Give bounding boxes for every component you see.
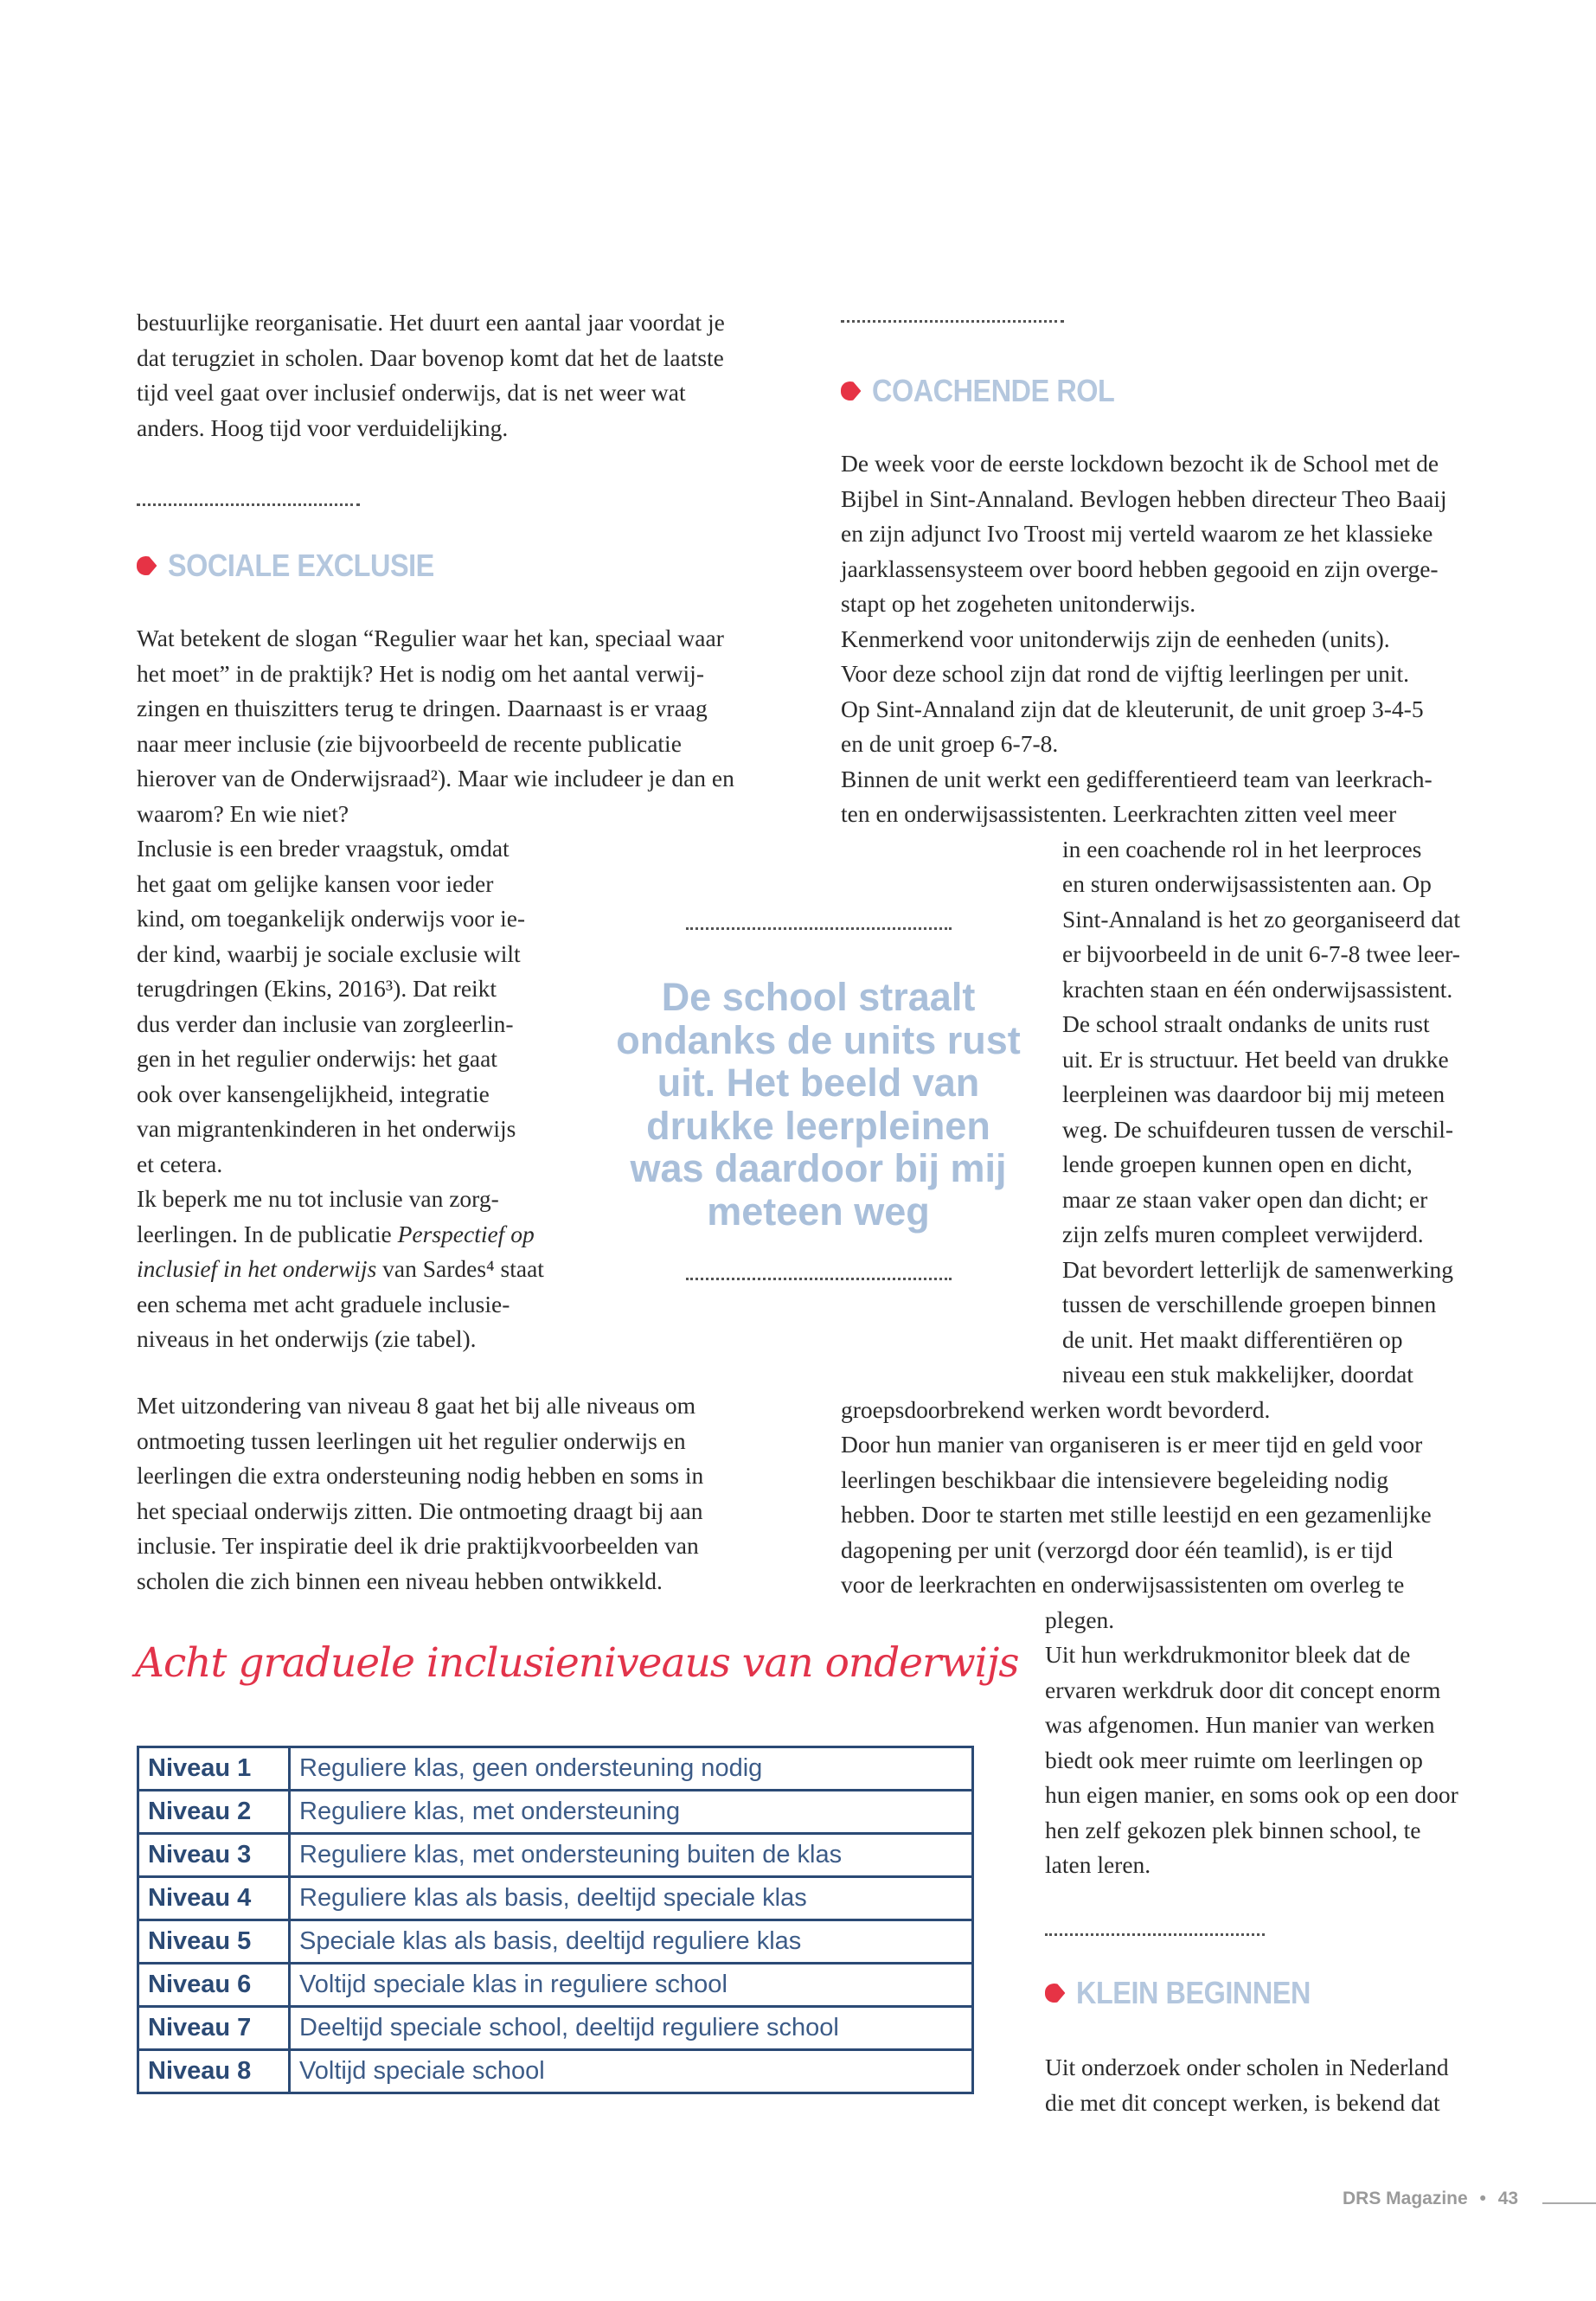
divider	[1045, 1933, 1265, 1936]
text-line: anders. Hoog tijd voor verduidelijking.	[137, 413, 509, 441]
level-cell: Niveau 1	[138, 1747, 290, 1791]
klein-beginnen-body	[1045, 2050, 1449, 2120]
text-segment: ten en onderwijsassistenten. Leerkrachten zitten veel meer	[841, 800, 1397, 827]
text-segment: biedt ook meer ruimte om leerlingen op	[1045, 1746, 1423, 1773]
level-cell: Niveau 4	[138, 1877, 290, 1920]
text-line	[841, 937, 1460, 972]
text-line: bestuurlijke reorganisatie. Het duurt een aantal jaar voordat je	[137, 309, 725, 336]
text-segment: waarom? En wie niet?	[137, 799, 349, 827]
text-segment: zijn zelfs muren compleet verwijderd.	[1062, 1221, 1424, 1247]
description-cell: Reguliere klas als basis, deeltijd speciale klas	[290, 1877, 973, 1920]
description-cell: Reguliere klas, met ondersteuning buiten de klas	[290, 1834, 973, 1877]
text-segment: niveau een stuk makkelijker, doordat	[1062, 1361, 1413, 1388]
text-segment: lende groepen kunnen open en dicht,	[1062, 1150, 1413, 1177]
text-segment: Door hun manier van organiseren is er meer tijd en geld voor	[841, 1431, 1423, 1458]
section-heading-klein-beginnen	[1045, 1975, 1311, 2011]
text-segment: dagopening per unit (verzorgd door één teamlid), is er tijd	[841, 1535, 1393, 1563]
after-paragraph	[137, 1388, 703, 1599]
description-cell: Voltijd speciale school	[290, 2050, 973, 2093]
text-segment: plegen.	[1045, 1606, 1115, 1633]
text-line	[841, 1813, 1460, 1849]
text-segment: tussen de verschillende groepen binnen	[1062, 1291, 1437, 1317]
text-segment: van Sardes⁴ staat	[376, 1255, 544, 1282]
text-segment: leerlingen beschikbaar die intensievere begeleiding nodig	[841, 1465, 1389, 1493]
text-line	[841, 1112, 1460, 1148]
description-cell: Speciale klas als basis, deeltijd reguliere klas	[290, 1920, 973, 1964]
text-line	[137, 901, 708, 937]
text-line	[841, 1393, 1460, 1428]
magazine-name: DRS Magazine	[1343, 2189, 1468, 2208]
text-segment: voor de leerkrachten en onderwijsassistenten om overleg te	[841, 1571, 1405, 1598]
text-segment: hebben. Door te starten met stille leestijd en een gezamenlijke	[841, 1501, 1432, 1528]
text-segment: terugdringen (Ekins, 2016³). Dat reikt	[137, 975, 497, 1002]
text-line	[137, 621, 734, 657]
text-line	[841, 1567, 1460, 1603]
text-line	[841, 586, 1460, 622]
text-segment: niveaus in het onderwijs (zie tabel).	[137, 1325, 477, 1352]
level-cell: Niveau 8	[138, 2050, 290, 2093]
text-segment: krachten staan en één onderwijsassistent.	[1062, 975, 1453, 1003]
text-segment: hierover van de Onderwijsraad²). Maar wie includeer je dan en	[137, 765, 734, 792]
text-line	[841, 516, 1460, 552]
text-line	[841, 1708, 1460, 1743]
text-line	[137, 1252, 708, 1287]
text-line	[841, 692, 1460, 727]
text-segment: er bijvoorbeeld in de unit 6-7-8 twee leer-	[1062, 940, 1460, 967]
text-segment: maar ze staan vaker open dan dicht; er	[1062, 1185, 1428, 1213]
text-segment: Op Sint-Annaland zijn dat de kleuterunit, de unit groep 3-4-5	[841, 695, 1424, 722]
text-line	[137, 727, 734, 762]
text-segment: het gaat om gelijke kansen voor ieder	[137, 869, 494, 897]
text-line	[841, 727, 1460, 762]
text-segment: het moet” in de praktijk? Het is nodig om het aantal verwij-	[137, 659, 704, 687]
text-segment: De week voor de eerste lockdown bezocht ik de School met de	[841, 450, 1439, 477]
bullet-marker-icon	[841, 381, 861, 401]
text-segment: Ik beperk me nu tot inclusie van zorg-	[137, 1185, 499, 1212]
text-line	[841, 552, 1460, 587]
text-segment: hen zelf gekozen plek binnen school, te	[1045, 1816, 1421, 1843]
heading-text: SOCIALE EXCLUSIE	[168, 548, 434, 583]
text-segment: ervaren werkdruk door dit concept enorm	[1045, 1676, 1441, 1703]
divider	[137, 503, 360, 506]
text-segment: et cetera.	[137, 1150, 223, 1177]
coachende-rol-body	[841, 446, 1460, 1883]
text-line	[841, 1603, 1460, 1638]
text-segment: Binnen de unit werkt een gedifferentieerd team van leerkrach-	[841, 765, 1433, 792]
level-cell: Niveau 5	[138, 1920, 290, 1964]
text-line	[841, 446, 1460, 482]
text-line	[841, 1743, 1460, 1779]
text-line	[841, 1253, 1460, 1288]
text-line	[841, 762, 1460, 798]
text-line	[841, 1848, 1460, 1883]
text-line	[137, 761, 734, 797]
text-segment: Sint-Annaland is het zo georganiseerd dat	[1062, 905, 1460, 933]
description-cell: Reguliere klas, met ondersteuning	[290, 1791, 973, 1834]
heading-text: KLEIN BEGINNEN	[1076, 1975, 1311, 2010]
text-line	[137, 1287, 708, 1323]
text-line	[841, 902, 1460, 938]
text-line	[841, 482, 1460, 517]
text-segment: gen in het regulier onderwijs: het gaat	[137, 1045, 497, 1072]
text-segment: jaarklassensysteem over boord hebben gegooid en zijn overge-	[841, 554, 1439, 582]
text-line	[841, 1357, 1460, 1393]
text-segment: Voor deze school zijn dat rond de vijftig leerlingen per unit.	[841, 660, 1410, 687]
section-heading-sociale-exclusie	[137, 548, 434, 584]
table-row	[138, 2050, 973, 2093]
text-segment: naar meer inclusie (zie bijvoorbeeld de recente publicatie	[137, 729, 682, 757]
text-line: het speciaal onderwijs zitten. Die ontmoeting draagt bij aan	[137, 1497, 703, 1524]
text-line	[841, 832, 1460, 868]
text-line	[841, 972, 1460, 1008]
text-segment: van migrantenkinderen in het onderwijs	[137, 1115, 516, 1142]
italic-title: Perspectief op	[397, 1220, 535, 1247]
text-line	[841, 867, 1460, 902]
text-line	[137, 831, 708, 867]
text-segment: Bijbel in Sint-Annaland. Bevlogen hebben directeur Theo Baaij	[841, 484, 1447, 512]
italic-title: inclusief in het onderwijs	[137, 1255, 377, 1282]
text-line: tijd veel gaat over inclusief onderwijs, dat is net weer wat	[137, 379, 686, 406]
text-segment: dus verder dan inclusie van zorgleerlin-	[137, 1009, 514, 1037]
text-segment: laten leren.	[1045, 1851, 1151, 1878]
pull-quote: De school straalt ondanks de units rust uit. Het beeld van drukke leerpleinen was daardoor bij mij meteen weg	[616, 975, 1021, 1234]
text-segment: Dat bevordert letterlijk de samenwerking	[1062, 1255, 1454, 1283]
text-line	[841, 797, 1460, 832]
level-cell: Niveau 7	[138, 2007, 290, 2050]
text-line	[841, 1147, 1460, 1183]
separator: •	[1479, 2189, 1486, 2208]
text-segment: leerlingen. In de publicatie	[137, 1220, 398, 1247]
text-line	[841, 1533, 1460, 1568]
table-row	[138, 1964, 973, 2007]
text-line	[841, 1427, 1460, 1463]
text-segment: de unit. Het maakt differentiëren op	[1062, 1325, 1403, 1353]
text-line	[137, 867, 708, 902]
text-segment: stapt op het zogeheten unitonderwijs.	[841, 590, 1196, 617]
text-line	[137, 657, 734, 692]
intro-paragraph	[137, 305, 725, 445]
text-line	[841, 1463, 1460, 1498]
text-line	[841, 1077, 1460, 1112]
text-line	[841, 1497, 1460, 1533]
text-segment: Uit hun werkdrukmonitor bleek dat de	[1045, 1641, 1411, 1668]
text-segment: een schema met acht graduele inclusie-	[137, 1290, 510, 1317]
text-segment: groepsdoorbrekend werken wordt bevorderd.	[841, 1395, 1271, 1423]
text-segment: en de unit groep 6-7-8.	[841, 730, 1059, 757]
text-line	[841, 1183, 1460, 1218]
page-footer	[1343, 2189, 1518, 2209]
text-segment: hun eigen manier, en soms ook op een door	[1045, 1781, 1458, 1808]
text-segment: in een coachende rol in het leerproces	[1062, 835, 1422, 862]
bullet-marker-icon	[1045, 1984, 1065, 2003]
text-line: Uit onderzoek onder scholen in Nederland	[1045, 2054, 1449, 2080]
text-line	[841, 1638, 1460, 1673]
text-line	[841, 1042, 1460, 1078]
text-line	[841, 1217, 1460, 1253]
text-segment: der kind, waarbij je sociale exclusie wilt	[137, 939, 521, 967]
text-line	[841, 1287, 1460, 1323]
table-row	[138, 1920, 973, 1964]
text-segment: uit. Er is structuur. Het beeld van drukke	[1062, 1045, 1449, 1073]
text-line: inclusie. Ter inspiratie deel ik drie praktijkvoorbeelden van	[137, 1532, 699, 1559]
text-segment: was afgenomen. Hun manier van werken	[1045, 1711, 1435, 1738]
level-cell: Niveau 6	[138, 1964, 290, 2007]
table-title: Acht graduele inclusieniveaus van onderwijs	[135, 1639, 1019, 1687]
text-line	[137, 691, 734, 727]
section-heading-coachende-rol	[841, 373, 1114, 409]
text-line	[841, 1323, 1460, 1358]
text-line: dat terugziet in scholen. Daar bovenop komt dat het de laatste	[137, 343, 724, 371]
table-row	[138, 2007, 973, 2050]
description-cell: Voltijd speciale klas in reguliere school	[290, 1964, 973, 2007]
level-cell: Niveau 2	[138, 1791, 290, 1834]
text-segment: en sturen onderwijsassistenten aan. Op	[1062, 870, 1432, 897]
table-row	[138, 1877, 973, 1920]
text-segment: weg. De schuifdeuren tussen de verschil-	[1062, 1115, 1454, 1143]
footer-rule	[1542, 2202, 1596, 2204]
divider	[841, 320, 1064, 323]
text-segment: Inclusie is een breder vraagstuk, omdat	[137, 835, 510, 862]
text-segment: leerpleinen was daardoor bij mij meteen	[1062, 1080, 1445, 1107]
text-segment: zingen en thuiszitters terug te dringen. Daarnaast is er vraag	[137, 695, 708, 721]
text-line	[137, 937, 708, 972]
text-line	[841, 1673, 1460, 1708]
text-segment: ook over kansengelijkheid, integratie	[137, 1080, 490, 1107]
page-number: 43	[1497, 2189, 1519, 2208]
text-segment: kind, om toegankelijk onderwijs voor ie-	[137, 905, 526, 932]
text-segment: Kenmerkend voor unitonderwijs zijn de eenheden (units).	[841, 625, 1390, 652]
text-line: scholen die zich binnen een niveau hebben ontwikkeld.	[137, 1567, 663, 1594]
text-segment: De school straalt ondanks de units rust	[1062, 1010, 1430, 1037]
text-line	[841, 1007, 1460, 1042]
text-line: leerlingen die extra ondersteuning nodig hebben en soms in	[137, 1462, 704, 1489]
description-cell: Deeltijd speciale school, deeltijd reguliere school	[290, 2007, 973, 2050]
text-segment: Wat betekent de slogan “Regulier waar het kan, speciaal waar	[137, 625, 724, 651]
text-line	[841, 622, 1460, 657]
level-cell: Niveau 3	[138, 1834, 290, 1877]
heading-text: COACHENDE ROL	[872, 373, 1115, 408]
text-line	[137, 797, 734, 832]
description-cell: Reguliere klas, geen ondersteuning nodig	[290, 1747, 973, 1791]
text-line: die met dit concept werken, is bekend dat	[1045, 2088, 1440, 2116]
bullet-marker-icon	[137, 556, 157, 575]
text-segment: en zijn adjunct Ivo Troost mij verteld waarom ze het klassieke	[841, 520, 1433, 547]
text-line: Met uitzondering van niveau 8 gaat het bij alle niveaus om	[137, 1392, 696, 1419]
text-line	[841, 657, 1460, 692]
text-line	[137, 1322, 708, 1357]
text-line: ontmoeting tussen leerlingen uit het regulier onderwijs en	[137, 1426, 686, 1454]
text-line	[841, 1778, 1460, 1813]
